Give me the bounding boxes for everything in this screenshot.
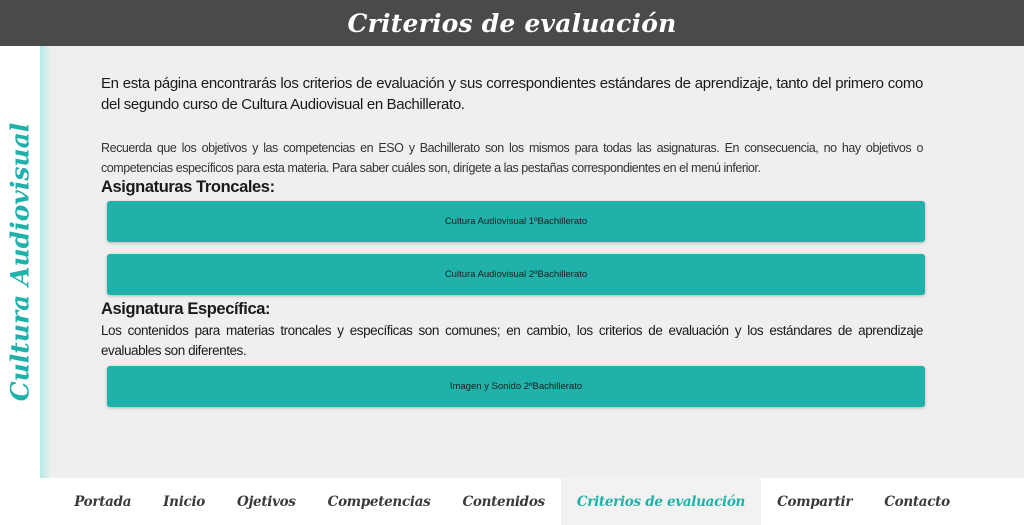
cultura-audiovisual-2-button[interactable]: Cultura Audiovisual 2ºBachillerato	[107, 254, 925, 295]
sidebar-title: Cultura Audiovisual	[5, 122, 35, 402]
nav-item-portada[interactable]: Portada	[74, 493, 132, 510]
sidebar-title-panel	[0, 46, 40, 478]
nav-item-contacto[interactable]: Contacto	[884, 493, 950, 510]
especifica-heading: Asignatura Específica:	[101, 300, 271, 318]
page-title: Criterios de evaluación	[347, 8, 677, 38]
bottom-nav	[0, 478, 1024, 525]
nav-item-inicio[interactable]: Inicio	[163, 493, 205, 510]
cultura-audiovisual-1-button[interactable]: Cultura Audiovisual 1ºBachillerato	[107, 201, 925, 242]
intro-paragraph: En esta página encontrarás los criterios de evaluación y sus correspondientes estándares de aprendizaje, tanto del primero como del segundo curso de Cultura Audiovisual en Bachillerato.	[101, 75, 923, 113]
page-header	[0, 0, 1024, 46]
troncales-heading: Asignaturas Troncales:	[101, 178, 275, 196]
note-paragraph: Recuerda que los objetivos y las competencias en ESO y Bachillerato son los mismos para todas las asignaturas. En consecuencia, no hay objetivos o competencias específicos para esta materia. Para saber cuáles son, dirígete a las pestañas correspondientes en el menú inferior.	[101, 141, 923, 175]
nav-item-contenidos[interactable]: Contenidos	[462, 493, 545, 510]
imagen-sonido-2-button[interactable]: Imagen y Sonido 2ºBachillerato	[107, 366, 925, 407]
nav-item-criterios[interactable]: Criterios de evaluación	[561, 478, 761, 525]
nav-item-objetivos[interactable]: Ojetivos	[236, 493, 296, 510]
especifica-description: Los contenidos para materias troncales y específicas son comunes; en cambio, los criterios de evaluación y los estándares de aprendizaje evaluables son diferentes.	[101, 323, 923, 358]
nav-item-competencias[interactable]: Competencias	[327, 493, 431, 510]
nav-item-compartir[interactable]: Compartir	[777, 493, 853, 510]
